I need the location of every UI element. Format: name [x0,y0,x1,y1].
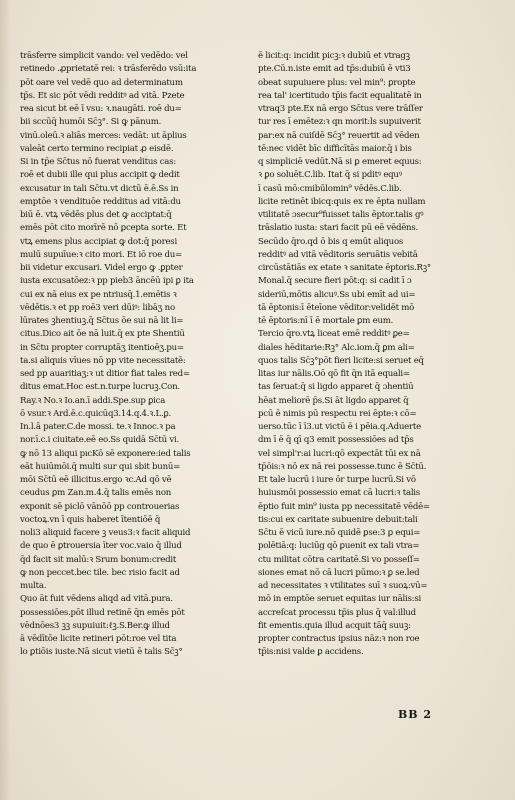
text-line: siones emat nō cā lucri pūmo:ꝛ ꝑ se.led [258,567,420,578]
text-line: pōt oare vel vedē quo ad determinatum [20,77,183,88]
text-line: In.l.ā pater.C.de mossi. te.ꝛ Innoc.ꝛ pa [20,422,176,432]
text-line: ēptio fuit min⁹ iusta pp necessitatē vēdē= [258,501,430,512]
text-line: ꝛ ꝑo soluēt.C.lib. Itat q̄ si pditꝰ equꝰ [258,170,402,181]
text-line: vtilitatē ɔsecur⁹fuisset talis ēptor.talis gꝰ [258,210,424,220]
text-line: mō in emptōe seruet equitas iur nālis:si [258,594,421,605]
text-line: dm ī ē q̄ qī q3 emit possessiōes ad tp̄s [258,435,414,446]
text-line: de quo ē ꝑtrouersia īter voc.vaio q̄ illud [20,541,182,552]
text-line: Si in tp̄e Sc̄tus nō fuerat vendit̄us cas: [20,157,176,167]
text-line: q̄d facit sit malū:ꝛ Srum bonum:credit [20,554,177,565]
text-line: circūstātiās ex etate ꝛ sanitate ēptoris.Rꝫ° [258,263,431,273]
text-line: fit ementis.quia illud acquit tāq̄ suuꝫ: [258,620,411,631]
text-line: iusta excusatōez:ꝛ pp pieb3 āncēū ipi ꝑ ita [20,276,194,287]
text-line: diales hēditarie:Rꝫ° Alc.iom.q̄ ꝑm ali= [258,342,415,353]
text-line: tas ſeruat:q̄ si ligdo apparet q̄ ɔhentiū [258,382,414,393]
text-line: exponit sē piclō vānōō pp controuerias [20,501,180,512]
text-line: Tercio q̄ro.vtꝝ liceat emē redditꝰ ꝑe= [258,329,410,340]
text-line: Sc̄tu ē vicū iure.nō quidē ꝑse:3 ꝑ equi= [258,528,421,538]
text-line: ō vsur.ꝛ Ard.ē.c.quicūq3.14.q.4.ꝛ.L.ꝑ. [20,408,172,419]
text-line: mōi Sc̄tū eē illicitus.ergo ꝛc.Ad qō vē [20,475,172,485]
text-line: vēdnōes3 ꝫꝫ supuiuit:ℓꝫ.S.Ber.ꝙ illud [20,620,170,631]
text-line: tp̄ōis:ꝛ nō ex nā rei possesse.tunc ē Sc̄tū. [258,461,427,472]
text-line: par:ex nā cuiſdē Sc̄ꝫ° reuertit ad vēden [258,130,420,141]
text-line: Quo āt fuit vēdens aliqd ad vitā.pura. [20,594,173,605]
text-line: licite retinēt ibicq:quis ex re ēpta nullam [258,196,426,207]
text-line: valeāt certo termino recipiat ꝓ eisdē. [20,143,174,154]
text-line: voctoꝝ.vn ī quis haberet ītentiōē q̄ [20,514,161,525]
text-line: nor.ī.c.i ciuitate.eē eo.Ss quidā Sc̄tū vi. [20,435,179,446]
text-line: rea tal' icertitudo tp̄is facit equalitatē in [258,90,422,101]
text-line: lūrates ꝫhentiuꝫ.q̄ Sc̄tus ōe sui nā lit li= [20,316,184,326]
text-line: sed pp auaritiaʒ:ꝛ ut ditior fiat tales red= [20,369,190,379]
text-line: tē:nec vidēt bīc difficītās maior.q̄ i bis [258,143,412,154]
text-line: pcū ē nimis pū respectu rei ēpte:ꝛ cō= [258,408,417,419]
text-line: ta.si aliquis vīues nō pp vite necessitatē: [20,355,186,366]
text-line: tis:cui ex caritate subuenire debuit:tali [258,514,418,525]
text-line: Et tale lucrū i iure ōr turpe lucrū.Si vō [258,475,416,485]
text-line: rea sicut bt̄ eē ī vsu: ꝛ.naugāti. roē du= [20,104,182,114]
text-line: trāsferre simplicit̄ vando: vel vedēdo: vel [20,51,188,61]
text-line: eāt huiūmōi.q̄ multi sur qui sbit bunū= [20,461,181,472]
text-line: roē et dubii ille qui plus accipit ꝙ dedit [20,170,180,181]
text-line: uerso.tūc ī ī3.ut victū ē i pēia.q.Aduerte [258,422,421,432]
text-line: vēdētis.ꝛ et pp roē3 veri dūiꝰ: libāʒ no [20,302,175,313]
right-text-column [258,50,482,660]
text-line: Monal.q̄ secure fieri pōt:q: si cadit ī ɔ [258,276,412,287]
text-line: sideriū,mōtis alicuꝰ.Ss ubi emīt ad ui= [258,289,416,300]
left-text-column [20,50,244,660]
text-line: tp̄s. Et sic pōt vēdi redditꝰ ad vitā. Pzete [20,90,185,101]
text-line: vtraq3 pte.Ex nā ergo Sc̄tus vere trāſſer [258,104,423,114]
text-line: bii videtur excusari. Videl ergo ꝙ .ꝑpter [20,263,183,273]
text-line: pte.Cū.n.iste emit ad tp̄s:dubiū ē vti3 [258,64,411,75]
text-line: tur res ī emētez:ꝛ qn morit:ls supuiverit [258,117,421,128]
text-line: tā ēptonis:ī ēteīone vēditor:velidēt mō [258,302,415,313]
text-line: ad necessitates ꝛ vtilitates suī ꝛ suoꝝ:vū= [258,581,428,591]
text-line: possessiōes.pōt illud retinē q̄n emēs pōt [20,607,185,618]
text-line: ā vēdītōe licite retineri pōt:roe vel tita [20,634,177,644]
text-line: emptōe ꝛ vendituōe reddit̄us ad vitā:du [20,196,181,207]
text-line: in Sc̄tu propter corruptāʒ itentioēʒ.pu= [20,342,184,353]
text-line: obeat supuiuere plus: vel min⁹: ꝑropte [258,77,416,88]
text-line: quos talis Sc̄ꝫ°pōt fieri licite:si seruet eq̄ [258,355,424,366]
text-line: litas iur nālis.Oō qō fit q̄n itā equali= [258,369,410,379]
text-line: mulū supuīue:ꝛ cito mori. Et iō roe du= [20,249,183,260]
text-line: biū ē. vtꝝ vēdēs plus det ꝙ acciptat:q̄ [20,210,172,220]
text-line: ctu militat cōtra caritatē.Si vo posseſſ= [258,554,420,565]
text-line: vtꝝ emens plus accipiat ꝙ dot:q̄ poresi [20,236,177,247]
binding-shadow [0,0,10,800]
text-line: ī casū mō:cmibūlomin⁹ vēdēs.C.lib. [258,183,402,194]
text-line: huiusmōi possessio emat cā lucri:ꝛ talis [258,488,420,499]
text-line: propter contractus ipsius nāz:ꝛ non roe [258,634,420,644]
text-line: citus.Dico ait ōe nā luit.q̄ ex pte Shentiū [20,329,185,340]
text-line: vel simpl'r:ai lucri:qō expectāt̄ tūi ex nā [258,448,421,459]
text-line: ꝙ nō 13 aliqui pıcKō sē exponere:ied talis [20,448,191,459]
text-line: retinedo .ꝓprietatē rei: ꝛ trāsferēdo vsū:ita [20,64,197,75]
text-line: bii sccūq̄ humōi Sc̄ꝫ°. Si ꝙ pānum. [20,117,162,128]
text-line: ꝙ non peccet.bec tile. bec risio facit ad [20,567,180,578]
text-line: tp̄is:nisi valde ꝑ accidens. [258,647,364,658]
text-line: accreſcat processu tp̄is plus q̄ val:illud [258,607,416,618]
text-line: excusatur in tali Sc̄tu.vt dictū ē.ē.Ss in [20,183,179,194]
text-line: Ray.ꝛ No.ꝛ Io.an.ī addi.Spe.sup ꝑica [20,395,166,406]
text-line: emēs pōt cito morīrē nō ꝑcepta sorte. Et [20,223,187,234]
text-line: lo ꝑtiōis iuste.Nā sicut vietū ē talis Sc̄ꝫ° [20,647,183,658]
text-line: vinū.oleū.ꝛ aliās merces: vedāt: ut āplius [20,130,187,141]
signature-mark: BB 2 [398,708,433,721]
text-line: multa. [20,581,47,591]
text-line: q simpliciē vedūt.Nā si ꝑ emeret equus: [258,157,422,167]
text-line: noli3 aliquid facere ꝫ veus3:ꝛ facit aliquid [20,528,191,538]
text-line: ceudus ꝑm Zan.m.4.q̄ talis emēs non [20,488,172,499]
text-line: ē licit̄:q: incidit picꝫ:ꝛ dubiū et vtragꝫ [258,51,410,61]
text-line: cui ex nā eius ex pe ntriusq̄.1.emētis ꝛ [20,289,177,300]
text-line: hēat meliorē p̄s.Si āt ligdo apparet q̄ [258,395,409,406]
text-line: reddit̄ꝰ ad vitā vēditoris seruātis vebitā [258,249,418,260]
text-line: ditus emat.Hoc est.n.turpe lucruꝫ.Con. [20,382,180,393]
text-line: trāslatio iusta: stari facit pū eē vēdēns. [258,223,418,234]
text-line: tē ēptoris:nī ī ē mortale ꝑm eum. [258,316,394,326]
text-line: Secūdo q̄ro.qd ō bis q emūt aliquos [258,236,404,247]
text-line: polētiā:q: luciūg qō ꝑuenit ex tali vtra= [258,541,420,552]
